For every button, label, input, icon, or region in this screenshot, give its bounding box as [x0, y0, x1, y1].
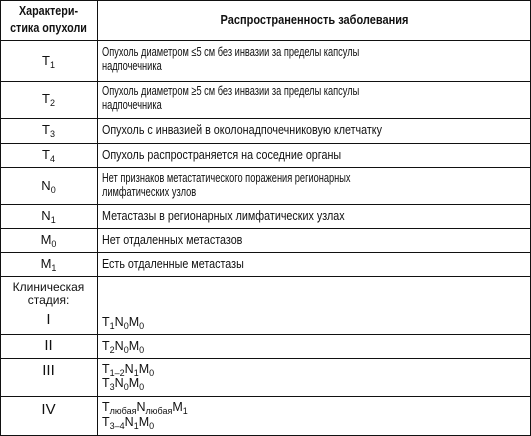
formula-letter: N: [124, 362, 134, 376]
header-col1-line1: Характери-: [18, 4, 79, 18]
row-code: $T_1$: [42, 53, 55, 70]
formula-letter: N: [114, 339, 124, 353]
formula-subscript: 0: [149, 421, 155, 431]
formula-subscript: 0: [149, 368, 155, 378]
row-divider: [0, 358, 531, 359]
stage-formula: [102, 340, 144, 353]
formula-subscript: 0: [123, 321, 129, 331]
row-divider: [0, 204, 531, 205]
clinical-stage-label: [2, 281, 95, 307]
row-description: Метастазы в регионарных лимфатических узлах: [102, 209, 345, 223]
column-divider: [97, 0, 98, 436]
formula-subscript: 0: [139, 382, 145, 392]
row-code: $M_0$: [40, 232, 57, 249]
row-code: $M_1$: [40, 256, 57, 273]
formula-letter: M: [128, 376, 140, 390]
row-description: Опухоль диаметром ≥5 см без инвазии за пределы капсулы надпочечника: [102, 84, 360, 112]
row-code: $N_1$: [41, 208, 56, 225]
formula-letter: T: [102, 362, 110, 376]
stage-formula: [102, 363, 154, 376]
stage-formula: [102, 416, 154, 429]
formula-subscript: 0: [123, 345, 129, 355]
row-description: Опухоль распространяется на соседние органы: [102, 148, 342, 162]
row-divider: [0, 118, 531, 119]
formula-subscript: 3–4: [109, 421, 125, 431]
stage-formula: [102, 377, 144, 390]
formula-letter: N: [114, 376, 124, 390]
formula-subscript: 1: [182, 406, 188, 416]
formula-letter: T: [102, 339, 110, 353]
row-divider: [0, 276, 531, 277]
formula-letter: M: [138, 362, 150, 376]
header-disease-extent: Распространенность заболевания: [220, 13, 409, 27]
row-divider: [0, 167, 531, 168]
formula-letter: N: [136, 400, 146, 414]
formula-letter: T: [102, 415, 110, 429]
formula-subscript: 0: [123, 382, 129, 392]
formula-letter: T: [102, 376, 110, 390]
stage-number: IV: [41, 401, 56, 418]
header-col1-line2: стика опухоли: [10, 21, 87, 35]
formula-subscript: 0: [139, 345, 145, 355]
formula-subscript: 2: [109, 345, 115, 355]
formula-letter: M: [128, 315, 140, 329]
formula-letter: M: [138, 415, 150, 429]
formula-letter: N: [124, 415, 134, 429]
formula-subscript: 1: [109, 321, 115, 331]
row-code: $N_0$: [41, 178, 56, 195]
row-divider: [0, 81, 531, 82]
formula-letter: T: [102, 400, 110, 414]
formula-letter: M: [172, 400, 183, 414]
formula-subscript: 0: [139, 321, 145, 331]
row-code: $T_2$: [42, 91, 55, 108]
row-code: $T_4$: [42, 147, 55, 164]
stage-formula: [102, 401, 188, 414]
row-divider: [0, 40, 531, 41]
header-tumor-characteristic: [9, 3, 89, 37]
stage-number: I: [46, 311, 51, 328]
row-code: $T_3$: [42, 122, 55, 139]
stage-formula: [102, 316, 144, 329]
formula-subscript: 1–2: [109, 368, 125, 378]
row-description: Опухоль с инвазией в околонадпочечниковую клетчатку: [102, 123, 383, 137]
row-divider: [0, 396, 531, 397]
row-description: Опухоль диаметром ≤5 см без инвазии за пределы капсулы надпочечника: [102, 45, 360, 73]
stage-number: II: [44, 337, 53, 354]
formula-letter: M: [128, 339, 140, 353]
formula-letter: N: [114, 315, 124, 329]
row-divider: [0, 252, 531, 253]
clinical-stage-label-line1: Клиническая: [12, 280, 85, 294]
row-description: Есть отдаленные метастазы: [102, 257, 244, 271]
stage-number: III: [42, 362, 55, 379]
formula-subscript: любая: [145, 406, 173, 416]
formula-subscript: 3: [109, 382, 115, 392]
row-divider: [0, 228, 531, 229]
row-description: Нет признаков метастатического поражения регионарных лимфатических узлов: [102, 171, 351, 199]
formula-letter: T: [102, 315, 110, 329]
formula-subscript: 1: [133, 421, 139, 431]
row-description: Нет отдаленных метастазов: [102, 233, 243, 247]
clinical-stage-label-line2: стадия:: [27, 293, 70, 307]
row-divider: [0, 334, 531, 335]
formula-subscript: любая: [109, 406, 137, 416]
row-divider: [0, 143, 531, 144]
formula-subscript: 1: [133, 368, 139, 378]
